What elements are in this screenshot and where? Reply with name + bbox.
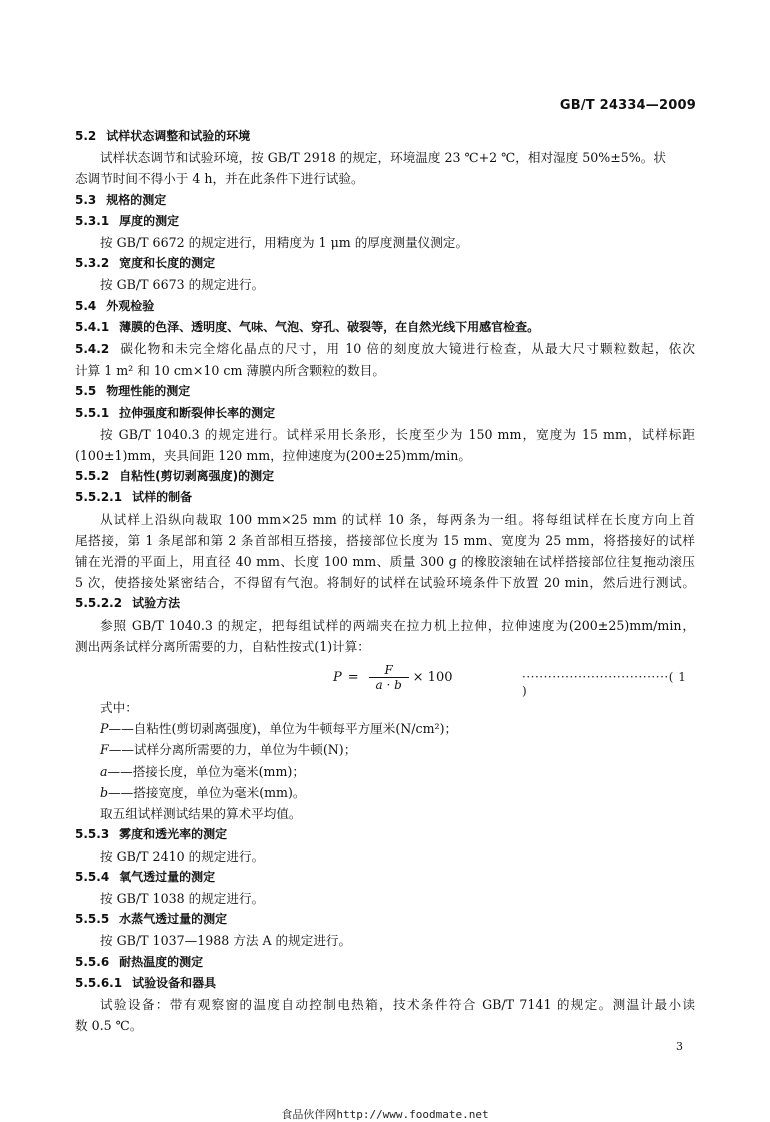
section-title: 试验设备和器具: [132, 975, 217, 990]
section-title: 耐热温度的测定: [119, 954, 204, 969]
section-heading: [75, 253, 695, 274]
variable-definition: [75, 718, 695, 739]
variable-symbol: a: [100, 763, 108, 779]
section-title: 薄膜的色泽、透明度、气味、气泡、穿孔、破裂等，在自然光线下用感官检查。: [119, 319, 540, 334]
formula-fraction: [369, 663, 409, 692]
section-heading: [75, 211, 695, 232]
paragraph-line: 试验设备：带有观察窗的温度自动控制电热箱，技术条件符合 GB/T 7141 的规定。测温计最小读: [100, 996, 695, 1012]
section-heading: [75, 381, 695, 402]
formula-block: [75, 659, 695, 699]
paragraph-continuation: 计算 1 m² 和 10 cm×10 cm 薄膜内所含颗粒的数目。: [75, 363, 385, 379]
standard-code-header: GB/T 24334—2009: [559, 98, 696, 113]
section-title: 宽度和长度的测定: [119, 256, 216, 271]
formula-leader-and-number: [522, 670, 695, 698]
formula-numerator: F: [384, 663, 393, 678]
variable-symbol: P: [100, 721, 109, 737]
section-number: 5.4.1: [75, 319, 110, 334]
formula-denominator: a · b: [375, 678, 402, 693]
section-heading: [75, 867, 695, 888]
section-number: 5.3: [75, 192, 97, 207]
section-number: 5.5.3: [75, 827, 110, 842]
formula-number: ( 1 ): [522, 670, 687, 699]
paragraph-continuation: 态调节时间不得小于 4 h，并在此条件下进行试验。: [75, 171, 364, 187]
page-number: 3: [676, 1040, 683, 1053]
formula-equals: =: [347, 670, 359, 686]
section-heading: [75, 973, 695, 994]
paragraph-line: 按 GB/T 1040.3 的规定进行。试样采用长条形，长度至少为 150 mm，宽度为 15 mm，试样标距: [100, 426, 695, 442]
paragraph-line: 取五组试样测试结果的算术平均值。: [100, 806, 302, 822]
section-number: 5.5.6.1: [75, 975, 123, 990]
section-heading: [75, 466, 695, 487]
section-title: 试样状态调整和试验的环境: [106, 129, 251, 143]
variable-description: ——搭接长度，单位为毫米(mm)；: [107, 763, 305, 779]
variable-symbol: F: [100, 742, 109, 758]
paragraph-line: 参照 GB/T 1040.3 的规定，把每组试样的两端夹在拉力机上拉伸，拉伸速度为(200±25)mm/min，: [100, 617, 695, 633]
section-number: 5.5.2.2: [75, 596, 123, 611]
section-title: 自粘性(剪切剥离强度)的测定: [119, 469, 275, 484]
paragraph-continuation: 数 0.5 ℃。: [75, 1018, 143, 1034]
section-heading: [75, 487, 695, 508]
section-title: 物理性能的测定: [106, 384, 191, 399]
document-body: [75, 126, 695, 1036]
section-heading: [75, 909, 695, 930]
paragraph-line: 从试样上沿纵向裁取 100 mm×25 mm 的试样 10 条，每两条为一组。将每组试样在长度方向上首: [100, 511, 695, 527]
paragraph-continuation: (100±1)mm，夹具间距 120 mm，拉伸速度为(200±25)mm/min。: [75, 448, 472, 464]
section-title: 规格的测定: [106, 192, 167, 207]
section-number: 5.5.5: [75, 912, 110, 927]
formula-expression: [333, 663, 453, 692]
paragraph-line: 试样状态调节和试验环境，按 GB/T 2918 的规定，环境温度 23 ℃+2 ℃，相对湿度 50%±5%。状: [100, 150, 666, 166]
section-title: 水蒸气透过量的测定: [119, 912, 228, 927]
section-number: 5.5.6: [75, 954, 110, 969]
section-number: 5.5: [75, 384, 97, 399]
section-heading: [75, 824, 695, 845]
footer-watermark-link[interactable]: 食品伙伴网http://www.foodmate.net: [281, 1108, 489, 1121]
section-number: 5.5.4: [75, 869, 110, 884]
section-title: 氧气透过量的测定: [119, 869, 216, 884]
section-title: 外观检验: [106, 298, 155, 313]
paragraph-line: 按 GB/T 1037—1988 方法 A 的规定进行。: [100, 933, 352, 949]
section-number: 5.5.2: [75, 469, 110, 484]
paragraph-continuation: 测出两条试样分离所需要的力，自粘性按式(1)计算：: [75, 638, 370, 654]
section-title: 试样的制备: [132, 490, 193, 505]
variable-definition: [75, 782, 695, 803]
section-number: 5.5.2.1: [75, 490, 123, 505]
section-title: 雾度和透光率的测定: [119, 827, 228, 842]
section-heading: [75, 338, 695, 360]
section-heading: [75, 296, 695, 317]
variable-description: ——试样分离所需要的力，单位为牛顿(N)；: [108, 742, 357, 758]
paragraph-continuation: 铺在光滑的平面上，用直径 40 mm、长度 100 mm、质量 300 g 的橡胶滚轴在试样搭接部位往复拖动滚压: [75, 554, 695, 570]
paragraph-continuation: 5 次，使搭接处紧密结合，不得留有气泡。将制好的试样在试验环境条件下放置 20 min，然后进行测试。: [75, 575, 695, 591]
section-heading: [75, 190, 695, 211]
section-heading: [75, 593, 695, 614]
variable-definition: [75, 761, 695, 782]
section-number: 5.4: [75, 298, 97, 313]
leader-dots: ··································: [522, 670, 669, 685]
section-number: 5.3.1: [75, 213, 110, 228]
variable-description: ——自粘性(剪切剥离强度)，单位为牛顿每平方厘米(N/cm²)；: [108, 721, 458, 737]
variable-definition: [75, 739, 695, 760]
section-number: 5.4.2: [75, 342, 110, 357]
section-heading: [75, 403, 695, 424]
paragraph-line: 按 GB/T 1038 的规定进行。: [100, 890, 265, 906]
section-number: 5.5.1: [75, 405, 110, 420]
paragraph-continuation: 尾搭接，第 1 条尾部和第 2 条首部相互搭接，搭接部位长度为 15 mm、宽度为 25 mm，将搭接好的试样: [75, 532, 695, 548]
section-title: 厚度的测定: [119, 213, 180, 228]
section-number: 5.3.2: [75, 256, 110, 271]
section-heading: [75, 317, 695, 338]
section-title: 碳化物和未完全熔化晶点的尺寸，用 10 倍的刻度放大镜进行检查，从最大尺寸颗粒数起，依次: [119, 341, 695, 357]
section-title: 试验方法: [132, 596, 181, 611]
section-heading: [75, 952, 695, 973]
variable-symbol: b: [100, 784, 109, 800]
formula-lhs: P: [333, 670, 342, 686]
paragraph-line: 按 GB/T 2410 的规定进行。: [100, 848, 265, 864]
paragraph-line: 按 GB/T 6673 的规定进行。: [100, 277, 265, 293]
section-title: 拉伸强度和断裂伸长率的测定: [119, 405, 276, 420]
paragraph-line: 式中：: [100, 700, 138, 716]
formula-multiplier: × 100: [412, 670, 453, 686]
paragraph-line: 按 GB/T 6672 的规定进行，用精度为 1 μm 的厚度测量仪测定。: [100, 235, 469, 251]
section-number: 5.2: [75, 129, 97, 143]
variable-description: ——搭接宽度，单位为毫米(mm)。: [108, 784, 306, 800]
section-heading: [75, 126, 695, 147]
